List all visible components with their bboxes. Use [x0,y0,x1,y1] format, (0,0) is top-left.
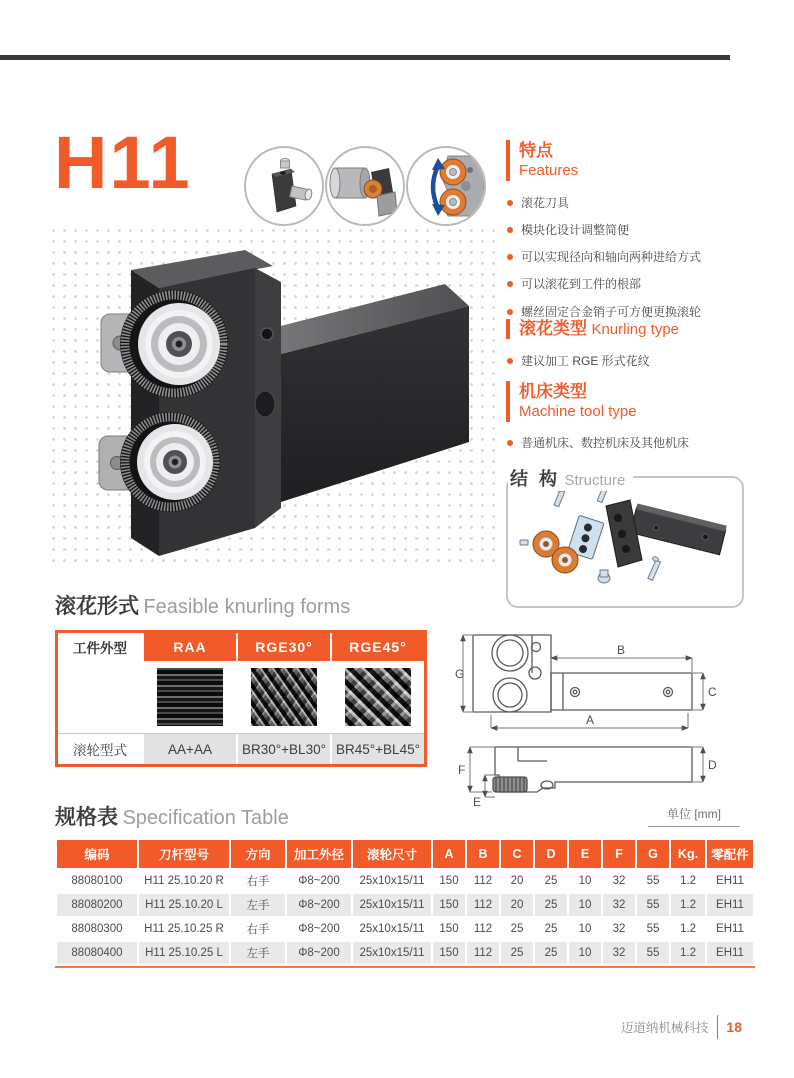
knurl-forms-heading-en: Feasible knurling forms [143,596,351,618]
features-title-zh: 特点 [519,141,553,160]
spec-row [57,918,753,940]
section-accent-bar [506,381,510,422]
cell-B: 112 [467,894,499,916]
spec-table-wrap [55,838,755,968]
spec-row [57,942,753,964]
cell-A: 150 [433,870,465,892]
brand-name: 迈道纳机械科技 [620,1021,709,1035]
knurl-forms-header-cell: RGE45° [332,633,424,661]
cell-B: 112 [467,918,499,940]
bullet-icon [507,281,513,287]
section-accent-bar [506,140,510,181]
features-section [506,140,758,331]
knurl-forms-texture-row [58,661,424,733]
knurl-forms-heading-zh: 滚花形式 [55,595,139,618]
knurling-type-item [506,353,758,369]
knurl-forms-footer-row [58,733,424,764]
spec-header-cell: F [603,840,635,868]
cell-work-diameter: Φ8~200 [287,894,351,916]
knurling-type-list [506,353,758,369]
dim-label-D: D [708,758,717,772]
cell-A: 150 [433,894,465,916]
cell-C: 25 [501,918,533,940]
cell-weight: 1.2 [671,870,705,892]
holder-block-icon [244,146,324,226]
machine-type-title-zh: 机床类型 [519,382,587,401]
dim-label-B: B [617,643,626,657]
knurling-type-section [506,318,758,380]
unit-note: 单位 [mm] [648,805,740,827]
machine-type-section [506,381,758,462]
cell-G: 55 [637,918,669,940]
features-title-en: Features [519,162,579,180]
cell-spare-part: EH11 [707,870,753,892]
spec-header-cell: 零配件 [707,840,753,868]
cell-model: H11 25.10.25 L [139,942,229,964]
bullet-icon [507,309,513,315]
dim-label-G: G [455,667,465,681]
cell-wheel-size: 25x10x15/11 [353,918,431,940]
structure-title [508,465,633,491]
cell-D: 25 [535,942,567,964]
cell-work-diameter: Φ8~200 [287,918,351,940]
feature-item [506,222,758,238]
cell-weight: 1.2 [671,918,705,940]
cell-direction: 左手 [231,942,285,964]
cell-direction: 左手 [231,894,285,916]
cell-B: 112 [467,870,499,892]
cell-B: 112 [467,942,499,964]
spec-row [57,870,753,892]
cell-code: 88080100 [57,870,137,892]
feature-text: 可以实现径向和轴向两种进给方式 [521,250,702,265]
knurl-forms-footer-cell: BR45°+BL45° [332,734,424,764]
cell-wheel-size: 25x10x15/11 [353,870,431,892]
specification-table [55,838,755,966]
feature-text: 可以滚花到工件的根部 [521,277,642,292]
cell-G: 55 [637,894,669,916]
feature-item [506,249,758,265]
knurl-texture-rge45 [345,668,411,726]
knurl-forms-header-cell: RAA [144,633,236,661]
knurl-forms-header-row [58,633,424,661]
spec-header-cell: 编码 [57,840,137,868]
spec-header-cell: 滚轮尺寸 [353,840,431,868]
structure-title-zh: 结 构 [510,469,561,489]
spec-header-cell: G [637,840,669,868]
knurling-type-title-zh: 滚花类型 [519,319,587,338]
spec-header-cell: 加工外径 [287,840,351,868]
dim-label-C: C [708,685,717,699]
cell-G: 55 [637,942,669,964]
spec-row [57,894,753,916]
spec-header-cell: C [501,840,533,868]
bullet-icon [507,440,513,446]
product-render [45,222,497,568]
cell-F: 32 [603,918,635,940]
knurling-type-text: 建议加工 RGE 形式花纹 [521,353,650,368]
knurl-forms-footer-cell: AA+AA [144,734,236,764]
cell-work-diameter: Φ8~200 [287,942,351,964]
cell-direction: 右手 [231,918,285,940]
cell-code: 88080200 [57,894,137,916]
machine-type-text: 普通机床、数控机床及其他机床 [521,435,690,450]
feature-icon-row [244,146,486,226]
dim-label-A: A [586,713,595,727]
cell-D: 25 [535,870,567,892]
knurl-texture-rge30 [251,668,317,726]
knurl-texture-raa [157,668,223,726]
cell-spare-part: EH11 [707,918,753,940]
page-number: 18 [726,1019,742,1035]
machine-type-title-en: Machine tool type [519,403,637,421]
footer-divider [717,1015,718,1039]
machine-type-list [506,435,758,451]
cell-E: 10 [569,918,601,940]
feature-text: 滚花刀具 [521,195,570,210]
cell-code: 88080400 [57,942,137,964]
spec-heading-en: Specification Table [122,807,289,829]
spec-header-row [57,840,753,868]
features-list [506,195,758,320]
knurling-process-icon [325,146,405,226]
bullet-icon [507,254,513,260]
cell-wheel-size: 25x10x15/11 [353,942,431,964]
knurling-type-title-en: Knurling type [591,321,680,338]
cell-F: 32 [603,942,635,964]
machine-type-item [506,435,758,451]
cell-E: 10 [569,894,601,916]
cell-A: 150 [433,918,465,940]
knurl-forms-header-cell: 工件外型 [58,633,142,661]
feature-text: 螺丝固定合金销子可方便更换滚轮 [521,304,702,319]
empty-cell [58,661,142,733]
dimension-drawing [455,615,794,815]
cell-spare-part: EH11 [707,894,753,916]
cell-direction: 右手 [231,870,285,892]
feature-item [506,276,758,292]
spec-heading-zh: 规格表 [55,806,118,829]
cell-G: 55 [637,870,669,892]
knurl-forms-table [55,630,427,767]
dim-label-E: E [473,795,482,809]
knurl-forms-footer-cell: BR30°+BL30° [238,734,330,764]
cell-F: 32 [603,870,635,892]
spec-header-cell: D [535,840,567,868]
spec-table-body [57,870,753,964]
cell-weight: 1.2 [671,894,705,916]
spec-header-cell: E [569,840,601,868]
structure-diagram-box [506,476,744,608]
product-photo-area [45,222,497,568]
bullet-icon [507,200,513,206]
cell-model: H11 25.10.25 R [139,918,229,940]
cell-E: 10 [569,870,601,892]
spec-header-cell: 方向 [231,840,285,868]
feature-item [506,195,758,211]
cell-model: H11 25.10.20 L [139,894,229,916]
cell-C: 25 [501,942,533,964]
structure-title-en: Structure [564,472,626,489]
spec-header-cell: Kg. [671,840,705,868]
exploded-view-diagram [508,478,738,602]
cell-F: 32 [603,894,635,916]
page-footer [621,1014,742,1040]
spec-header-cell: 刀杆型号 [139,840,229,868]
knurl-forms-header-cell: RGE30° [238,633,330,661]
top-divider-bar [0,55,730,60]
spec-table-heading [55,801,289,831]
section-accent-bar [506,319,510,339]
cell-C: 20 [501,894,533,916]
product-model-title: H11 [54,121,192,204]
knurl-forms-heading [55,590,350,620]
cell-wheel-size: 25x10x15/11 [353,894,431,916]
wheel-swivel-icon [406,146,486,226]
dim-label-F: F [458,763,466,777]
cell-A: 150 [433,942,465,964]
cell-weight: 1.2 [671,942,705,964]
cell-E: 10 [569,942,601,964]
cell-model: H11 25.10.20 R [139,870,229,892]
cell-spare-part: EH11 [707,942,753,964]
spec-header-cell: A [433,840,465,868]
cell-D: 25 [535,894,567,916]
cell-C: 20 [501,870,533,892]
bullet-icon [507,358,513,364]
feature-text: 模块化设计调整简便 [521,222,630,237]
spec-header-cell: B [467,840,499,868]
cell-work-diameter: Φ8~200 [287,870,351,892]
cell-code: 88080300 [57,918,137,940]
bullet-icon [507,227,513,233]
cell-D: 25 [535,918,567,940]
knurl-forms-footer-cell: 滚轮型式 [58,734,142,764]
